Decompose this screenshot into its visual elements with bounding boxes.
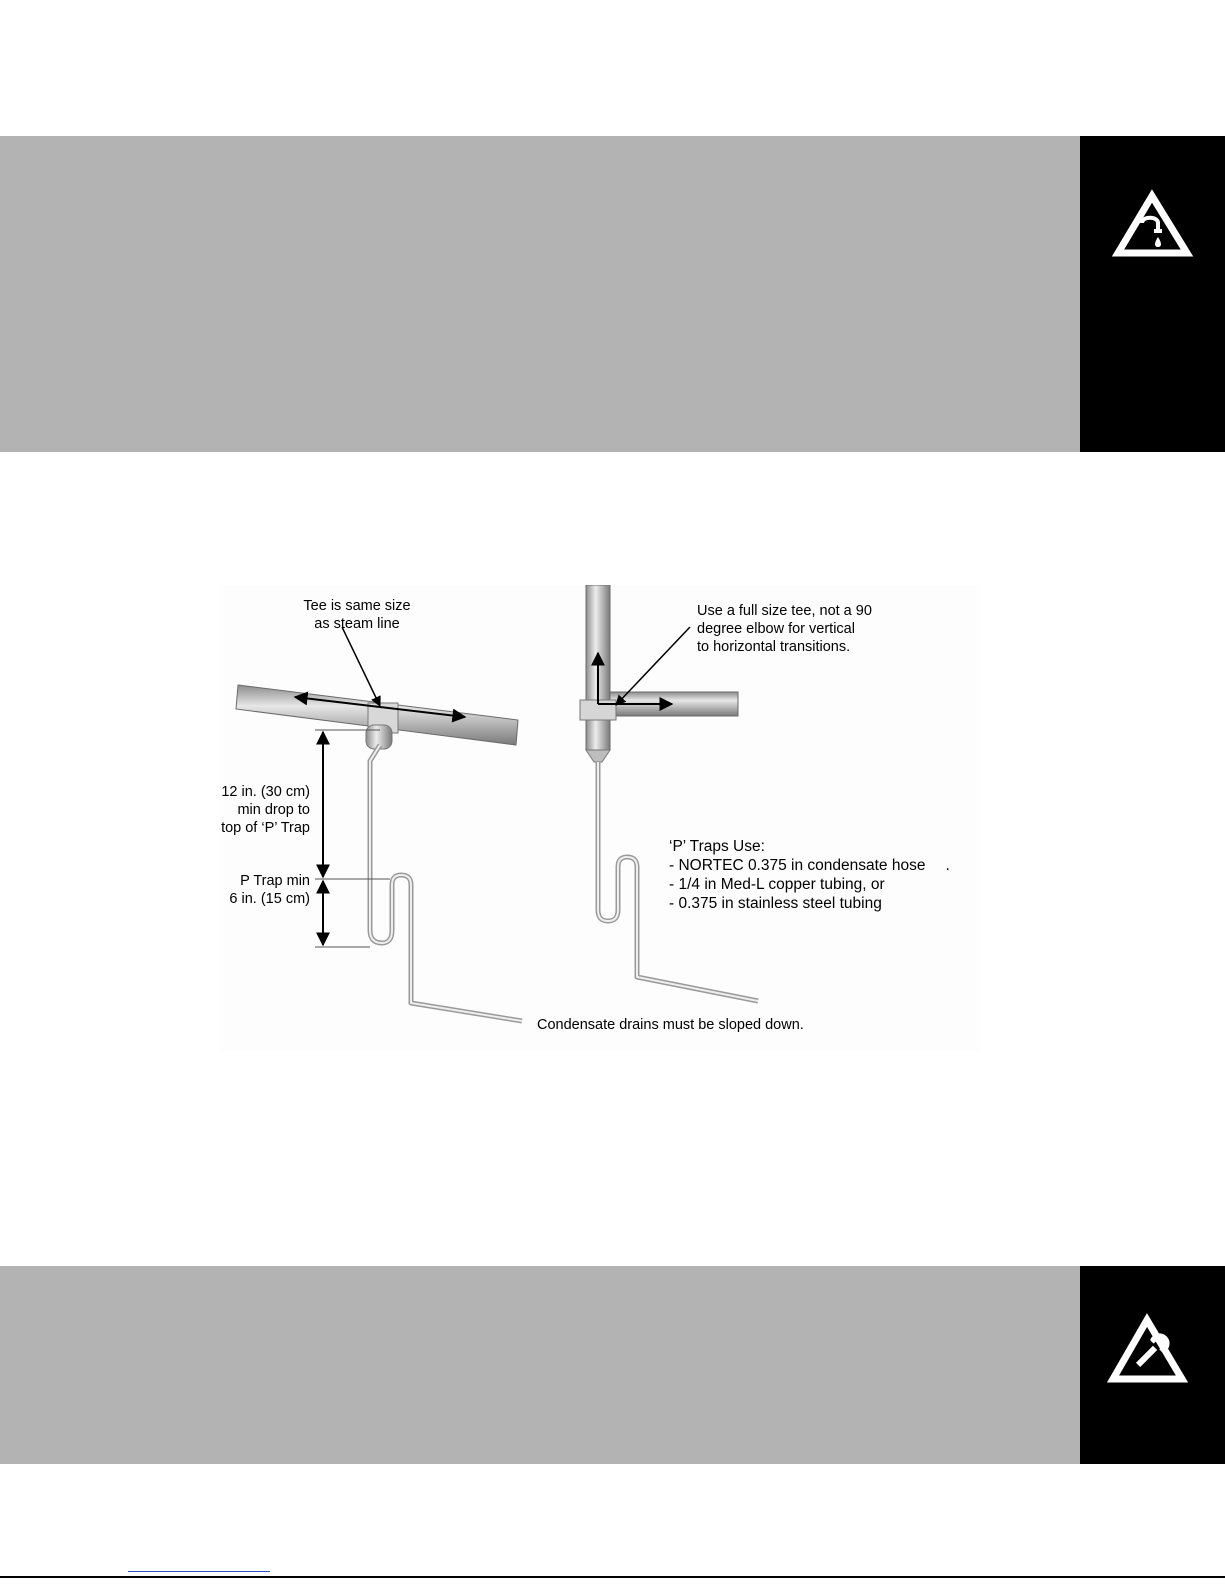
- stray-period: .: [945, 857, 950, 874]
- section-tab-top: [1080, 136, 1225, 452]
- footer-link-underline[interactable]: [128, 1571, 270, 1572]
- drop-label-line-2: min drop to: [237, 802, 310, 818]
- drop-label: [200, 783, 310, 837]
- ptrap-min-line-1: P Trap min: [240, 873, 310, 889]
- ptraps-use-item-text: - NORTEC 0.375 in condensate hose: [669, 857, 926, 874]
- slope-note: Condensate drains must be sloped down.: [537, 1017, 804, 1033]
- tee-note: [282, 597, 432, 633]
- wrench-warning-icon: [1080, 1266, 1225, 1464]
- ptrap-min-line-2: 6 in. (15 cm): [229, 891, 310, 907]
- ptraps-use-item: - 0.375 in stainless steel tubing: [669, 895, 882, 912]
- drop-label-line-1: 12 in. (30 cm): [221, 784, 310, 800]
- full-tee-note: [697, 602, 872, 656]
- ptraps-use-item: [669, 856, 950, 875]
- ptraps-use-list: [669, 837, 950, 913]
- header-band: [0, 136, 1080, 452]
- tee-note-line-1: Tee is same size: [303, 598, 411, 614]
- full-tee-note-line-2: degree elbow for vertical: [697, 621, 855, 637]
- ptraps-use-heading: ‘P’ Traps Use:: [669, 838, 765, 855]
- ptraps-use-item: - 1/4 in Med-L copper tubing, or: [669, 876, 885, 893]
- footer-band: [0, 1266, 1080, 1464]
- tee-note-leader: [342, 627, 380, 706]
- drip-warning-icon: [1080, 136, 1225, 452]
- full-tee-note-line-1: Use a full size tee, not a 90: [697, 603, 872, 619]
- section-tab-bottom: [1080, 1266, 1225, 1464]
- footer-rule: [0, 1576, 1225, 1578]
- left-steam-line: [236, 685, 518, 749]
- tee-note-line-2: as steam line: [314, 616, 400, 632]
- ptrap-min-label: [200, 872, 310, 908]
- condensate-trap-diagram: [220, 585, 980, 1050]
- dimension-lines: [315, 730, 390, 947]
- drop-label-line-3: top of ‘P’ Trap: [221, 820, 310, 836]
- full-tee-note-line-3: to horizontal transitions.: [697, 639, 851, 655]
